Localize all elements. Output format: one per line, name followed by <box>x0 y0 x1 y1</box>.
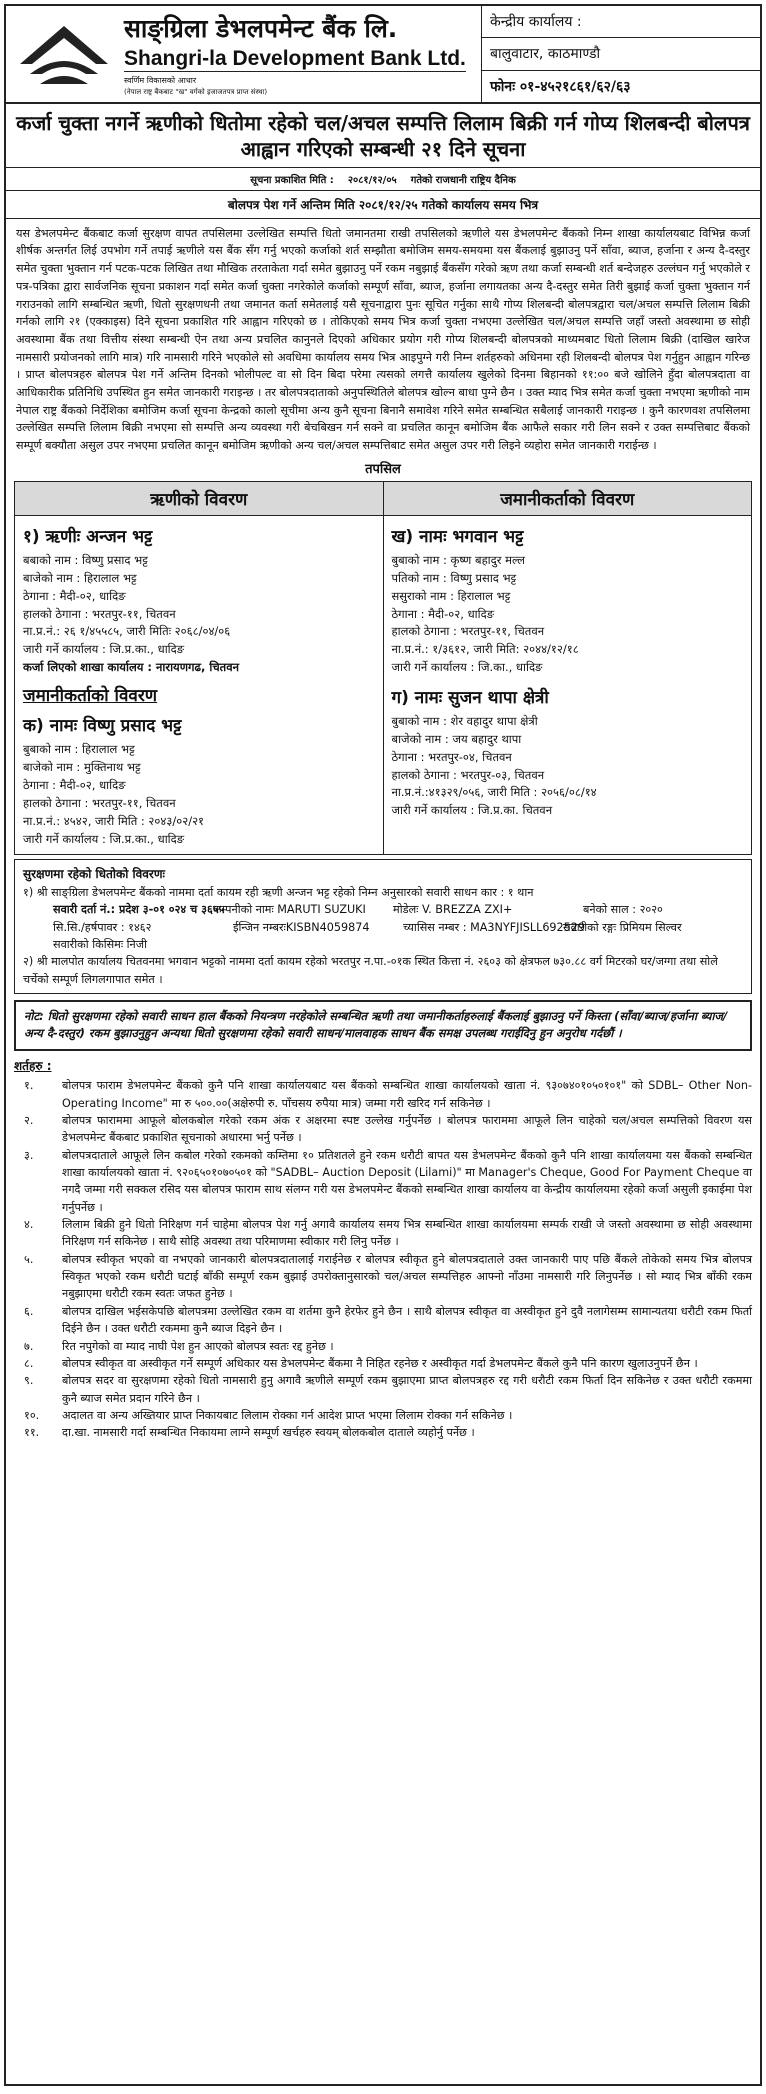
vehicle-field: सवारीको किसिमः निजी <box>53 937 147 951</box>
term-text: बोलपत्र फाराममा आफूले बोलकबोल गरेको रकम अंक र अक्षरमा स्पष्ट उल्लेख गर्नुपर्नेछ । बोलपत्र फाराममा आफूले लिन चाहेको चल/अचल सम्पत्तिको विवरण यस डेभलपमेन्ट बैंकबाट प्रकाशित सूचनाको अधारमा भर्नु पर्नेछ । <box>62 1113 752 1145</box>
bank-licence-line: (नेपाल राष्ट्र बैंकबाट "ख" वर्गको इजाजतपत्र प्राप्त संस्था) <box>124 88 268 96</box>
guarantor-detail: ना.प्र.नं.:४१३२९/०५६, जारी मिति : २०५६/०८/१४ <box>391 785 597 800</box>
office-label: केन्द्रीय कार्यालय : <box>482 6 760 38</box>
term-number: ९. <box>24 1374 34 1388</box>
submission-deadline: बोलपत्र पेश गर्ने अन्तिम मिति २०८१/१२/२५ गतेको कार्यालय समय भित्र <box>6 191 760 219</box>
notice-title: कर्जा चुक्ता नगर्ने ऋणीको धितोमा रहेको चल/अचल सम्पत्ति लिलाम बिक्री गर्न गोप्य शिलबन्दी बोलपत्र आह्वान गरिएको सम्बन्धी २१ दिने सूचना <box>6 104 760 168</box>
term-text: अदालत वा अन्य अख्तियार प्राप्त निकायबाट लिलाम रोक्का गर्न आदेश प्राप्त भएमा लिलाम रोक्का गर्न सकिनेछ । <box>62 1408 513 1422</box>
guarantor-detail: हालको ठेगाना : भरतपुर-०३, चितवन <box>391 767 545 782</box>
office-info <box>482 6 760 102</box>
term-number: ३. <box>24 1148 34 1162</box>
guarantor-detail: पतिको नाम : विष्णु प्रसाद भट्ट <box>391 570 517 585</box>
guarantor-detail: हालको ठेगाना : भरतपुर-११, चितवन <box>23 795 176 810</box>
guarantor-detail: ना.प्र.नं.: १/३६१२, जारी मिति: २०४४/१२/१८ <box>391 642 579 657</box>
bank-name-nepali: साङ्‌ग्रिला डेभलपमेन्ट बैंक लि. <box>124 14 398 43</box>
term-item <box>14 1251 752 1303</box>
term-text: दा.खा. नामसारी गर्दा सम्बन्धित निकायमा लाग्ने सम्पूर्ण खर्चहरु स्वयम् बोलकबोल दाताले व्यहोर्नु पर्नेछ । <box>62 1426 475 1440</box>
borrower-detail: ना.प्र.नं.: २६ १/४५५८५, जारी मितिः २०६८/०४/०६ <box>23 624 231 639</box>
guarantor-detail: ना.प्र.नं.: ४५४२, जारी मिति : २०४३/०२/२१ <box>23 813 205 828</box>
term-text: लिलाम बिक्री हुने धितो निरिक्षण गर्न चाहेमा बोलपत्र पेश गर्नु अगावै कार्यालय समय भित्र सम्बन्धित शाखा कार्यालयमा सम्पर्क राखी जे जस्तो अवस्थामा छ सोही अवस्थामा निरिक्षण गर्न सकिनेछ । साथै सोहि अवस्था तथा परिमाणमा स्वीकार गरी लिनु पर्नेछ । <box>62 1218 752 1249</box>
term-text: बोलपत्र स्वीकृत वा अस्वीकृत गर्ने सम्पूर्ण अधिकार यस डेभलपमेन्ट बैंकमा नै निहित रहनेछ र अस्वीकृत गर्दा डेभलपमेन्ट बैंकले कुनै पनि कारण खुलाउनुपर्ने छैन । <box>62 1356 698 1370</box>
publication-date: २०८१/१२/०५ <box>347 174 397 186</box>
vehicle-details <box>53 901 743 953</box>
guarantor-detail: बाजेको नाम : मुक्तिनाथ भट्ट <box>23 760 141 775</box>
term-number: २. <box>24 1113 34 1127</box>
borrower-name: १) ऋणीः अन्जन भट्ट <box>23 526 153 547</box>
guarantor-subheading: जमानीकर्ताको विवरण <box>23 685 158 706</box>
term-text: बोलपत्रदाताले आफूले लिन कबोल गरेको रकमको कम्तिमा १० प्रतिशतले हुने रकम धरौटी बापत यस डेभलपमेन्ट बैंकको कुनै पनि शाखा कार्यालयमा यस बैंकको सम्बन्धित शाखा कार्यालयको खाता नं. ९२०६५०१०७०५०१ को "SADBL– Auction Deposit (Lilami)" मा Manager's Cheque, Good For Payment Cheque वा नगदै जम्मा गरी सक्कल रसिद यस बोलपत्र फाराम साथ संलग्न गरी यस डेभलपमेन्ट बैंकको सम्बन्धित शाखा कार्यालय वा केन्द्रीय कार्यालयमा रहेको कर्जा असुली इकाईमा पेश गर्नुपर्नेछ । <box>62 1148 752 1214</box>
term-item <box>14 1216 752 1251</box>
terms-title: शर्तहरु : <box>14 1058 52 1073</box>
guarantor-ga-name: ग) नामः सुजन थापा क्षेत्री <box>391 687 549 708</box>
term-item <box>14 1407 752 1424</box>
term-item <box>14 1077 752 1112</box>
bank-branding <box>6 6 482 102</box>
guarantor-column <box>383 482 752 855</box>
borrower-detail: हालको ठेगाना : भरतपुर-११, चितवन <box>23 606 176 621</box>
loan-branch: कर्जा लिएको शाखा कार्यालय : नारायणगढ, चितवन <box>23 659 239 674</box>
schedule-heading: तपसिल <box>365 461 401 477</box>
guarantor-detail: बुबाको नाम : शेर वहादुर थापा क्षेत्री <box>391 714 538 729</box>
office-address: बालुवाटार, काठमाण्डौ <box>482 38 760 70</box>
term-text: रित नपुगेको वा म्याद नाघी पेश हुन आएको बोलपत्र स्वतः रद्द हुनेछ । <box>62 1339 334 1353</box>
guarantor-detail: ठेगाना : मैदी-०२, धादिङ <box>23 778 126 793</box>
bank-logo-icon <box>16 18 112 90</box>
publication-info <box>6 168 760 191</box>
guarantor-kha-name: ख) नामः भगवान भट्ट <box>391 526 524 547</box>
borrower-column <box>15 482 383 855</box>
guarantor-detail: हालको ठेगाना : भरतपुर-११, चितवन <box>391 624 545 639</box>
vehicle-field: सवारी दर्ता नं.: प्रदेश ३-०१ ०२४ च ३६५५ <box>53 903 225 917</box>
term-text: बोलपत्र फाराम डेभलपमेन्ट बैंकको कुनै पनि शाखा कार्यालयबाट यस बैंकको सम्बन्धित शाखा कार्यालयको खाता नं. ९३०७४०१०५०१०१" को SDBL– Other Non-Operating Income" मा रु ५००.००(अक्षेरुपी रु. पाँचसय रुपैया मात्र) जम्मा गरी खरिद गर्न सकिनेछ । <box>62 1079 752 1110</box>
guarantor-ka-name: क) नामः विष्णु प्रसाद भट्ट <box>23 716 182 737</box>
term-item <box>14 1338 752 1355</box>
term-item <box>14 1355 752 1372</box>
vehicle-field: मोडेलः V. BREZZA ZXI+ <box>393 903 513 917</box>
publication-label: सूचना प्रकाशित मिति : <box>250 174 334 186</box>
guarantor-detail: जारी गर्ने कार्यालय : जि.का., धादिङ <box>391 659 543 674</box>
term-text: बोलपत्र स्वीकृत भएको वा नभएको जानकारी बोलपत्रदातालाई गराईनेछ र बोलपत्र स्वीकृत हुने बोलपत्रदाताले उक्त जानकारी पाए पछि बैंकले तोकेको समय भित्र बोलपत्र स्विकृत भएको रकम धरौटी घटाई बाँकी सम्पूर्ण रकम बुझाई उपरोक्तानुसारको चल/अचल सम्पत्तिहरु आफ्नो नाँउमा नामसारी गरि लिनुपर्नेछ । सो म्याद भित्र बाँकी रकम नबुझाएमा धरौटी रकम स्वतः जफत हुनेछ । <box>62 1252 752 1301</box>
term-number: ८. <box>24 1356 34 1370</box>
guarantor-detail: जारी गर्ने कार्यालय : जि.प्र.का., धादिङ <box>23 831 185 846</box>
term-text: बोलपत्र सदर वा सुरक्षणमा रहेको धितो नामसारी हुनु अगावै ऋणीले सम्पूर्ण रकम बुझाएमा प्राप्त बोलपत्रहरु रद्द गरी धरौटी रकम फिर्ता दिन सकिनेछ र उक्त धरौटी रकममा कुनै ब्याज समेत प्रदान गरिने छैन । <box>62 1374 752 1405</box>
borrower-detail: बाजेको नाम : हिरालाल भट्ट <box>23 570 137 585</box>
term-item <box>14 1372 752 1407</box>
vehicle-field: च्यासिस नम्बर : MA3NYFJISLL692529 <box>403 920 586 934</box>
publication-newspaper: गतेको राजधानी राष्ट्रिय दैनिक <box>410 174 516 186</box>
term-number: ४. <box>24 1218 34 1232</box>
bank-tagline: स्वर्णिम विकासको आधार <box>124 76 197 85</box>
notice-page <box>4 4 762 2086</box>
term-number: ५. <box>24 1252 34 1266</box>
borrower-detail: बबाको नाम : विष्णु प्रसाद भट्ट <box>23 553 148 568</box>
collateral-title: सुरक्षणमा रहेको धितोको विवरणः <box>23 867 165 882</box>
term-number: १. <box>24 1079 34 1093</box>
vehicle-note: नोट: धितो सुरक्षणमा रहेको सवारी साधन हाल बैंकको नियन्त्रण नरहेकोले सम्बन्धित ऋणी तथा जमानीकर्ताहरुलाई बैंकलाई बुझाउनु पर्ने किस्ता (साँवा/ब्याज/हर्जाना ब्याज/अन्य दै-दस्तुर) रकम बुझाउनुहुन अन्यथा धितो सुरक्षणमा रहेको सवारी साधन/मालवाहक साधन बैंक समक्ष उपलब्ध गराईदिनु हुन अनुरोध गर्दछौं । <box>14 1000 752 1051</box>
term-item <box>14 1112 752 1147</box>
notice-header <box>6 6 760 104</box>
guarantor-detail: ठेगाना : भरतपुर-०४, चितवन <box>391 749 512 764</box>
office-phone: फोनः ०१-४५२१८६१/६२/६३ <box>490 78 631 95</box>
term-item <box>14 1424 752 1441</box>
term-item <box>14 1303 752 1338</box>
guarantor-detail: बुबाको नाम : कृष्ण बहादुर मल्ल <box>391 553 525 568</box>
vehicle-field: सि.सि./हर्षपावर : १४६२ <box>53 920 152 934</box>
collateral-section <box>14 859 752 994</box>
guarantor-detail: बुबाको नाम : हिरालाल भट्ट <box>23 742 135 757</box>
borrower-heading: ऋणीको विवरण <box>15 482 383 516</box>
vehicle-field: बनेको साल : २०२० <box>583 903 663 917</box>
notice-body: यस डेभलपमेन्ट बैंकबाट कर्जा सुरक्षण वापत तपसिलमा उल्लेखित सम्पत्ति धितो जमानतमा राखी तपसिलको ऋणीले यस डेभलपमेन्ट बैंकको निम्न शाखा कार्यालयबाट विभिन्न कर्जा शीर्षक अन्तर्गत लिई उपभोग गर्ने तपाई ऋणीले यस बैंक सँग गर्नु भएको कर्जाको शर्त सम्झौता बमोजिम समय-समयमा यस बैंकलाई बुझाउनु पर्ने साँवा, ब्याज, हर्जाना र अन्य दै-दस्तुर समेत चुक्ता भुक्तान गर्न पटक-पटक लिखित तथा मौखिक तरताकेता गर्दा समेत बुझाउनु पर्ने रकम नबुझाई बैंकसँग गरेको ऋण तथा कर्जा सम्बन्धी शर्त बन्देजहरु उल्लंघन गर्नु भएकोले र पत्र-पत्रिका द्वारा सार्वजनिक सूचना प्रकाशन गर्दा समेत कर्जा चुक्ता नगरेकोले कर्जाको सम्पूर्ण साँवा, ब्याज, हर्जाना लगायतका अन्य दै-दस्तुर समेत तिरी बुझाई कर्जा चुक्ता भुक्तान गर्न गराउनको लागि सम्बन्धित ऋणी, धितो सुरक्षणधनी तथा जमानत कर्ता समेतलाई यसै सूचनाद्वारा पुनः सूचित गर्नुका साथै गोप्य शिलबन्दी बोलपत्रद्वारा चल/अचल सम्पत्ति लिलाम बिक्री गर्नको लागि २१ (एक्काइस) दिने सूचना प्रकाशित गरि आह्वान गरिएको छ । तोकिएको समय भित्र कर्जा चुक्ता नभएमा उल्लेखित चल/अचल सम्पत्ति जहाँ जस्तो अवस्थामा छ सोही अवस्थामा बैंक तथा वित्तीय संस्था सम्बन्धी ऐन तथा अन्य प्रचलित कानुनले दिएको अधिकार प्रयोग गरी गोप्य शिलबन्दी बोलपत्रको माध्यमबाट धितो लिलाम बिक्री (दाखिल खारेज नामसारी प्रयोजनको लागि मात्र) गरि नामसारी गरिने भएकोले सो अवधिमा कार्यालय समय भित्र आइपुग्ने गरी निम्न शर्तहरुको अधिनमा रही शिलबन्दी बोलपत्र पेश गर्नुहुन आह्वान गरिन्छ । प्राप्त बोलपत्रहरु बोलपत्र पेश गर्ने अन्तिम दिनको भोलीपल्ट वा सो दिन बिदा परेमा त्यसको लगत्तै कार्यालय खुलेको दिनमा बिहानको ११:०० बजे खोलिने हुँदा बोलपत्रदाता वा आधिकारीक प्रतिनिधि उपस्थित हुन समेत जानकारी गराइन्छ । तर बोलपत्रदाताको अनुपस्थितिले बोलपत्र खोल्न बाधा पुग्ने छैन । उक्त म्याद भित्र समेत कर्जा चुक्ता नभएमा ऋणीको नाम नेपाल राष्ट्र बैंकको निर्देशिका बमोजिम कर्जा सूचना केन्द्रको कालो सूचीमा अन्य कुनै सूचना बिनानै समावेश गरिने समेत सम्बन्धित सबैलाई जानकारी गराइन्छ । कुनै कारणवश तपसिलमा उल्लेखित सम्पत्ति लिलाम बिक्री नभएमा सो सम्पत्ति अन्य व्यवस्था गरी बेचबिखन गर्न सक्ने वा प्रचलित कानून बमोजिम बैंक आफैले सकार गरी लिन सक्ने र उक्त सम्पत्तिबाट बैंकको सम्पूर्ण बक्यौता असुल उपर नभएमा प्रचलित कानून बमोजिम ऋणीको अन्य चल/अचल सम्पत्तिबाट समेत असुल उपर गरी लिइने व्यहोरा समेत जानकारी गराईन्छ । <box>16 226 750 453</box>
vehicle-field: सवारीको रङ्गः प्रिमियम सिल्वर <box>563 920 682 934</box>
term-number: ७. <box>24 1339 34 1353</box>
bank-name-english: Shangri-la Development Bank Ltd. <box>124 47 466 70</box>
details-table <box>14 481 752 856</box>
borrower-detail: जारी गर्ने कार्यालय : जि.प्र.का., धादिङ <box>23 642 185 657</box>
vehicle-field: ईन्जिन नम्बरःKISBN4059874 <box>233 920 370 934</box>
guarantor-heading: जमानीकर्ताको विवरण <box>384 482 752 516</box>
guarantor-detail: बाजेको नाम : जय बहादुर थापा <box>391 731 522 746</box>
collateral-item-land: २) श्री मालपोत कार्यालय चितवनमा भगवान भट्टको नाममा दर्ता कायम रहेको भरतपुर न.पा.-०१क स्थित कित्ता नं. २६०३ को क्षेत्रफल ७३०.८८ वर्ग मिटरको घर/जग्गा तथा सोले चर्चेको सम्पूर्ण लिगलगापात समेत । <box>23 955 718 986</box>
guarantor-detail: ससुराको नाम : हिरालाल भट्ट <box>391 588 511 603</box>
collateral-item-vehicle: १) श्री साङ्‌ग्रिला डेभलपमेन्ट बैंकको नाममा दर्ता कायम रही ऋणी अन्जन भट्ट रहेको निम्न अनुसारको सवारी साधन कार : १ थान <box>23 885 534 899</box>
terms-section <box>14 1057 752 1442</box>
term-number: ६. <box>24 1304 34 1318</box>
guarantor-detail: ठेगाना : मैदी-०२, धादिङ <box>391 606 495 621</box>
term-number: १०. <box>24 1408 40 1422</box>
term-item <box>14 1147 752 1216</box>
guarantor-detail: जारी गर्ने कार्यालय : जि.प्र.का. चितवन <box>391 803 553 818</box>
term-number: ११. <box>24 1426 40 1440</box>
term-text: बोलपत्र दाखिल भईसकेपछि बोलपत्रमा उल्लेखित रकम वा शर्तमा कुनै हेरफेर हुने छैन । साथै बोलपत्र स्वीकृत वा अस्वीकृत हुने दुवै नलागेसम्म सामान्यतया धरौटी रकम फिर्ता दिईने छैन । उक्त धरौटी रकममा कुनै ब्याज दिइने छैन । <box>62 1304 752 1336</box>
borrower-detail: ठेगाना : मैदी-०२, धादिङ <box>23 588 126 603</box>
vehicle-field: कम्पनीको नामः MARUTI SUZUKI <box>213 903 366 917</box>
